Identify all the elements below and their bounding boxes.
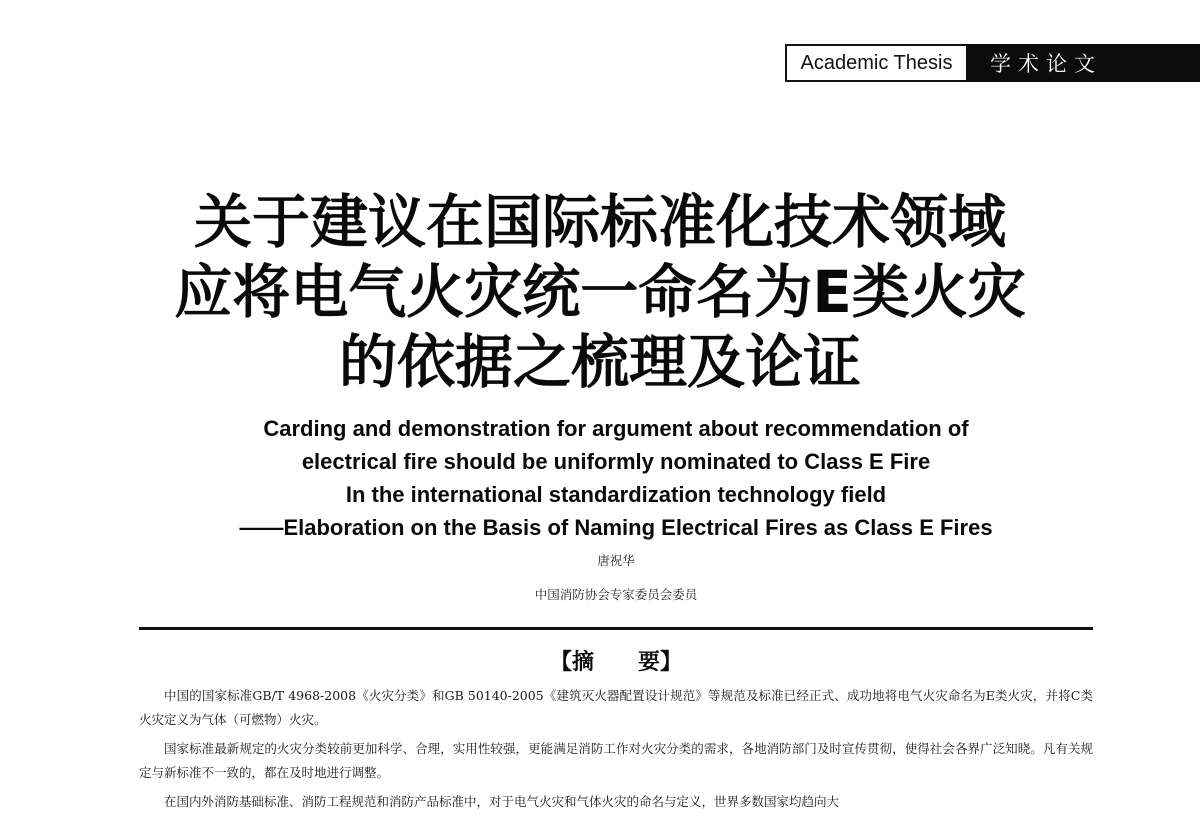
title-cn-line-3: 的依据之梳理及论证 [338,328,861,396]
section-badge-english: Academic Thesis [785,44,966,82]
title-cn-line-1: 关于建议在国际标准化技术领域 [193,188,1006,256]
title-en-line-2: electrical fire should be uniformly nominated to Class E Fire [301,449,931,474]
title-en-line-4: ——Elaboration on the Basis of Naming Electrical Fires as Class E Fires [239,515,993,540]
paper-title-chinese [0,187,1200,397]
abstract-paragraph-1: 中国的国家标准GB/T 4968-2008《火灾分类》和GB 50140-2005《建筑灭火器配置设计规范》等规范及标准已经正式、成功地将电气火灾命名为E类火灾，并将C类火灾定义为气体（可燃物）火灾。 [139,688,1093,727]
abstract-paragraph-2: 国家标准最新规定的火灾分类较前更加科学、合理，实用性较强，更能满足消防工作对火灾分类的需求，各地消防部门及时宣传贯彻，使得社会各界广泛知晓。凡有关规定与新标准不一致的，都在及时地进行调整。 [139,741,1093,780]
abstract-body [139,684,1093,820]
abstract-heading: 【摘 要】 [549,650,682,675]
section-divider [139,627,1093,630]
abstract-paragraph-3: 在国内外消防基础标准、消防工程规范和消防产品标准中，对于电气火灾和气体火灾的命名与定义，世界多数国家均趋向大 [164,794,840,809]
title-en-line-3: In the international standardization technology field [345,482,887,507]
author-name: 唐祝华 [597,553,635,568]
author-affiliation: 中国消防协会专家委员会委员 [534,587,698,602]
title-en-line-1: Carding and demonstration for argument about recommendation of [263,416,969,441]
section-badge-chinese: 学术论文 [966,44,1200,82]
section-badge [785,44,1200,82]
title-cn-line-2: 应将电气火灾统一命名为E类火灾 [174,258,1026,326]
paper-title-english [0,412,1200,544]
